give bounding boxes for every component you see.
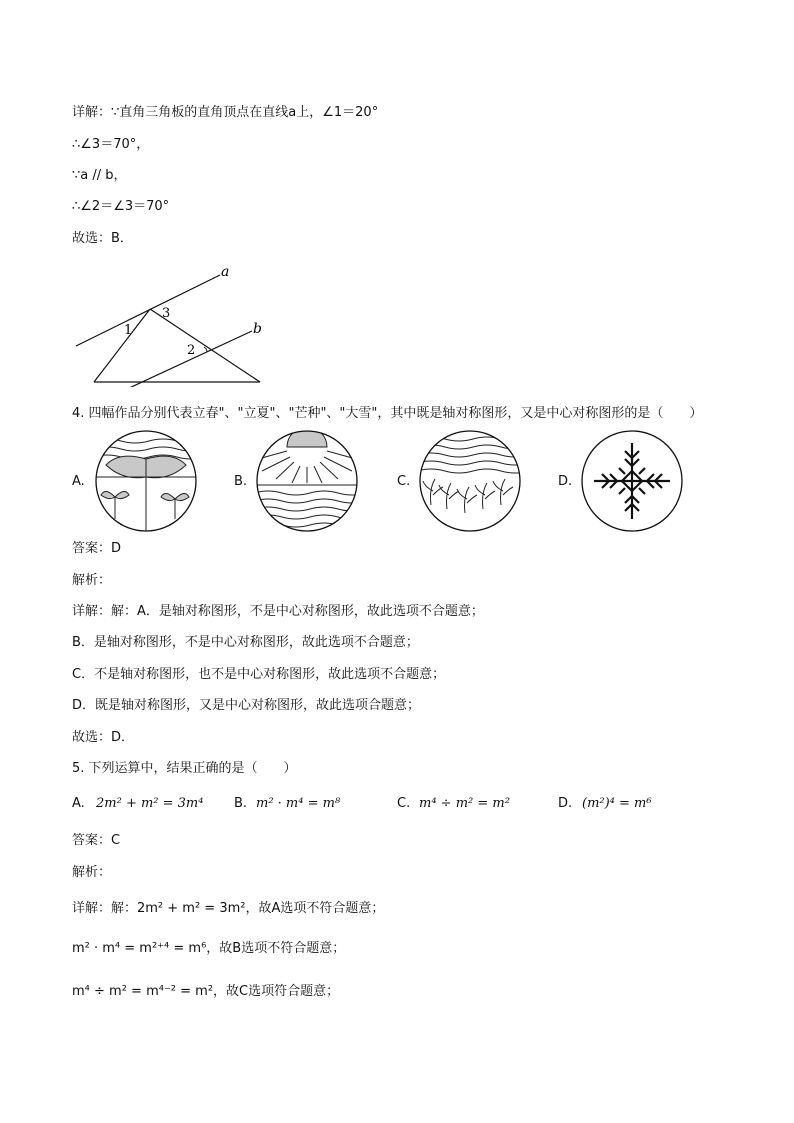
detail-line-3: ∵a // b， — [72, 168, 127, 183]
q4-detail-line-4: D．既是轴对称图形，又是中心对称图形，故此选项合题意； — [72, 698, 421, 713]
q4-detail-line-1: 详解：解：A．是轴对称图形，不是中心对称图形，故此选项不合题意； — [72, 604, 484, 619]
choice-line: 故选：B． — [72, 231, 133, 246]
q4-choice-line: 故选：D． — [72, 730, 135, 745]
detail-line-4: ∴∠2＝∠3＝70° — [72, 199, 170, 214]
q5-option-d-expr: (m²)⁴ = m⁶ — [582, 796, 652, 811]
q5-option-a-expr: 2m² + m² = 3m⁴ — [96, 796, 204, 811]
q4-detail-line-2: B．是轴对称图形，不是中心对称图形，故此选项不合题意； — [72, 635, 419, 650]
question-4-stem: 4. 四幅作品分别代表立春"、"立夏"、"芒种"、"大雪"，其中既是轴对称图形，又是中心对称图形的是（ ） — [72, 406, 703, 421]
q5-detail-line-3: m⁴ ÷ m² = m⁴⁻² = m²，故C选项符合题意； — [72, 984, 340, 999]
parallel-lines-triangle-figure — [70, 262, 280, 387]
q5-answer: 答案：C — [72, 833, 121, 848]
q5-detail-line-1: 详解：解：2m² + m² = 3m²，故A选项不符合题意； — [72, 901, 385, 916]
q5-option-c-label: C. — [397, 796, 411, 811]
q4-detail-line-3: C．不是轴对称图形，也不是中心对称图形，故此选项不合题意； — [72, 667, 446, 682]
q5-detail-line-2: m² · m⁴ = m²⁺⁴ = m⁶，故B选项不符合题意； — [72, 941, 346, 956]
detail-line-1: 详解：∵直角三角板的直角顶点在直线a上，∠1＝20° — [72, 105, 379, 120]
q5-analysis-label: 解析： — [72, 865, 112, 880]
q5-option-b-expr: m² · m⁴ = m⁸ — [256, 796, 341, 811]
line-a-label: a — [221, 264, 230, 280]
q4-analysis-label: 解析： — [72, 573, 112, 588]
line-b-label: b — [253, 321, 262, 337]
q4-option-a-label: A. — [72, 474, 85, 489]
grain-field-circle-icon — [417, 429, 523, 533]
q4-answer: 答案：D — [72, 541, 122, 556]
q4-option-c-label: C. — [397, 474, 411, 489]
q4-option-d-label: D. — [558, 474, 573, 489]
angle-1-label: 1 — [124, 323, 133, 338]
question-5-stem: 5. 下列运算中，结果正确的是（ ） — [72, 761, 297, 776]
q5-option-a-label: A. — [72, 796, 85, 811]
detail-line-2: ∴∠3＝70°， — [72, 137, 150, 152]
spring-sprout-circle-icon — [93, 429, 199, 533]
q4-option-b-label: B. — [234, 474, 248, 489]
angle-3-label: 3 — [162, 306, 171, 321]
summer-sun-circle-icon — [254, 429, 360, 533]
angle-2-label: 2 — [187, 343, 196, 358]
q5-option-d-label: D. — [558, 796, 573, 811]
q5-option-c-expr: m⁴ ÷ m² = m² — [419, 796, 510, 811]
snowflake-circle-icon — [579, 429, 685, 533]
q5-option-b-label: B. — [234, 796, 248, 811]
